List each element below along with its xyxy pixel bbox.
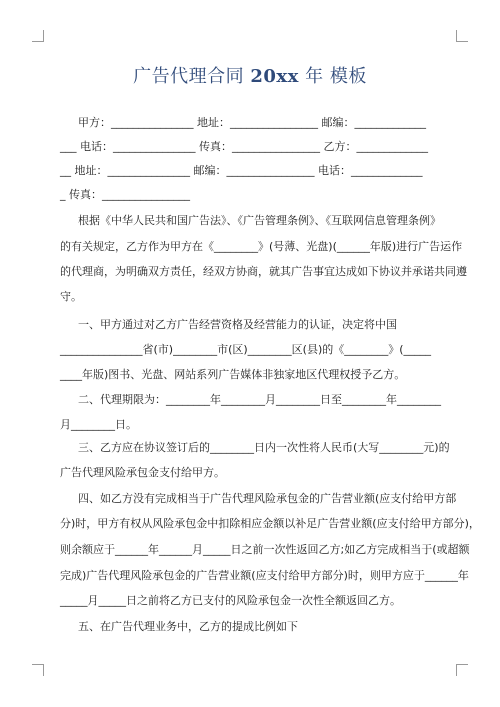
parties-line: _ 传真：________________ bbox=[60, 188, 190, 201]
clause-2-line: 月________日。 bbox=[60, 418, 137, 431]
parties-line: 甲方：_______________ 地址：________________ 邮编：_____________ bbox=[78, 116, 426, 129]
document-title bbox=[0, 62, 500, 88]
clause-3-line: 三、乙方应在协议签订后的________日内一次性将人民币(大写________元)的 bbox=[78, 441, 450, 454]
clause-4-line: 则余额应于______年______月_____日之前一次性返回乙方;如乙方完成相当于(或超额 bbox=[60, 543, 470, 556]
preamble-line: 根据《中华人民共和国广告法》、《广告管理条例》、《互联网信息管理条例》 bbox=[78, 214, 441, 227]
clause-4-line: 四、如乙方没有完成相当于广告代理风险承包金的广告营业额(应支付给甲方部 bbox=[78, 492, 457, 505]
clause-4-line: 完成)广告代理风险承包金的广告营业额(应支付给甲方部分)时，则甲方应于______年 bbox=[60, 569, 469, 582]
preamble-line: 守。 bbox=[60, 290, 82, 303]
clause-5-line: 五、在广告代理业务中，乙方的提成比例如下 bbox=[78, 620, 298, 633]
parties-line: __ 地址：_______________ 邮编：________________ 电话：_____________ bbox=[60, 164, 423, 177]
clause-1-line: 一、甲方通过对乙方广告经营资格及经营能力的认证，决定将中国 bbox=[78, 318, 397, 331]
clause-1-line: _______________省(市)________市(区)________区(县)的《________》(_____ bbox=[60, 343, 432, 356]
title-suffix: 年 模板 bbox=[298, 66, 367, 87]
title-prefix: 广告代理合同 bbox=[133, 66, 251, 87]
preamble-line: 的有关规定，乙方作为甲方在《________》(号薄、光盘)(______年版)进行广告运作 bbox=[60, 240, 463, 253]
clause-3-line: 广告代理风险承包金支付给甲方。 bbox=[60, 466, 225, 479]
clause-4-line: 分)时，甲方有权从风险承包金中扣除相应金额以补足广告营业额(应支付给甲方部分)， bbox=[60, 517, 480, 530]
clause-4-line: _____月_____日之前将乙方已支付的风险承包金一次性全额返回乙方。 bbox=[60, 594, 401, 607]
title-number: 20xx bbox=[250, 66, 299, 87]
clause-2-line: 二、代理期限为：________年________月________日至________年________ bbox=[78, 393, 441, 406]
clause-1-line: ____年版)图书、光盘、网站系列广告媒体非独家地区代理权授予乙方。 bbox=[60, 368, 406, 381]
parties-line: ___ 电话：_______________ 传真：________________ 乙方：_____________ bbox=[60, 140, 428, 153]
preamble-line: 的代理商，为明确双方责任，经双方协商，就其广告事宜达成如下协议并承诺共同遵 bbox=[60, 265, 467, 278]
